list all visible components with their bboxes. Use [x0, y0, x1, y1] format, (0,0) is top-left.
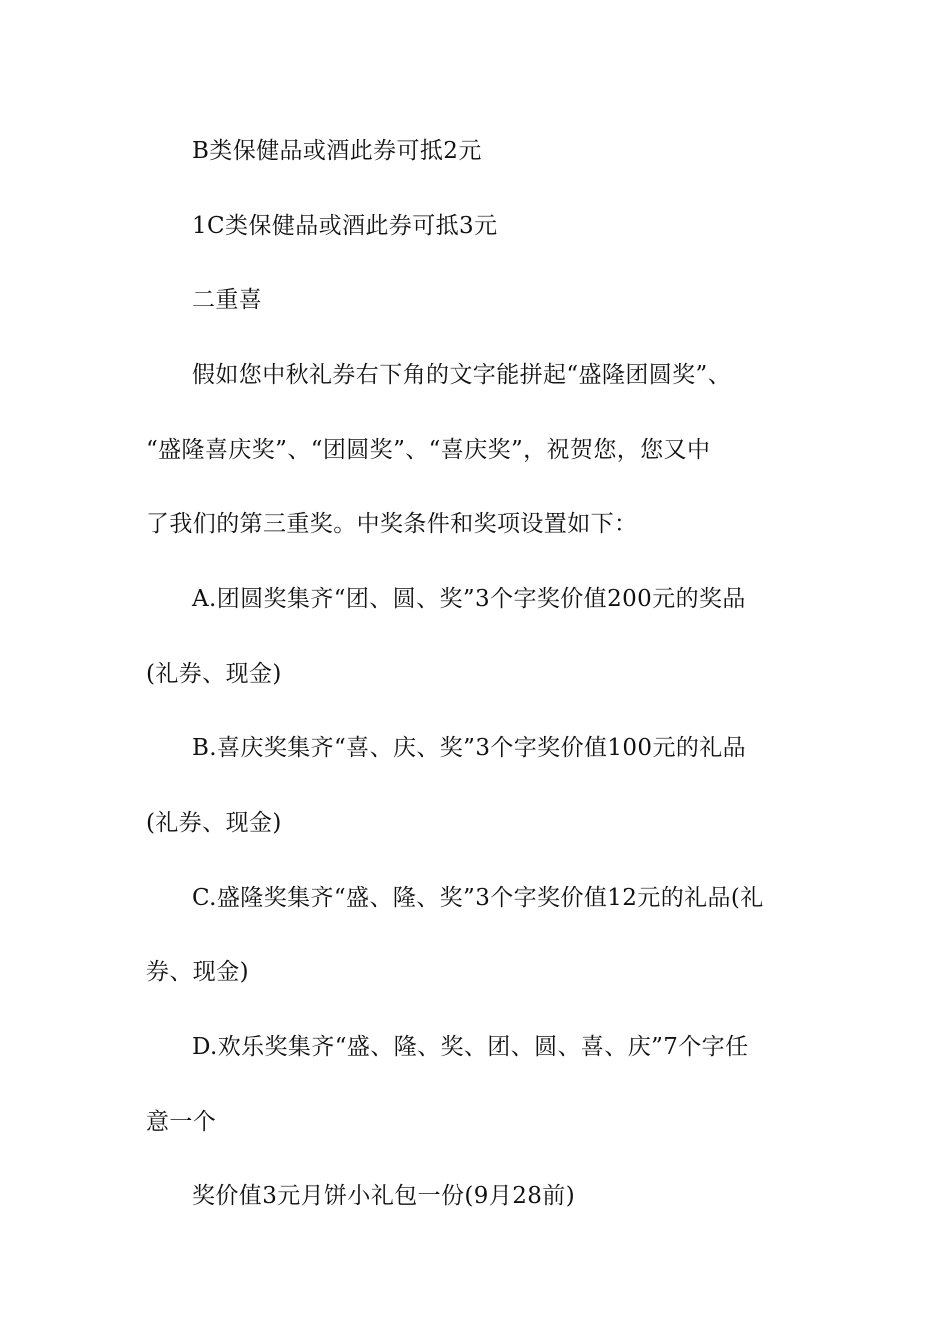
paragraph-line: 假如您中秋礼券右下角的文字能拼起“盛隆团圆奖”、	[192, 362, 732, 388]
prize-item-b: B.喜庆奖集齐“喜、庆、奖”3个字奖价值100元的礼品	[192, 735, 747, 761]
prize-item-c: C.盛隆奖集齐“盛、隆、奖”3个字奖价值12元的礼品(礼	[192, 885, 764, 911]
paragraph-line: (礼券、现金)	[146, 810, 282, 836]
paragraph-line: 了我们的第三重奖。中奖条件和奖项设置如下：	[146, 511, 638, 537]
paragraph-line: 意一个	[146, 1109, 217, 1135]
section-heading: 二重喜	[192, 287, 263, 313]
paragraph-line: 1C类保健品或酒此券可抵3元	[192, 213, 498, 239]
paragraph-line: 券、现金)	[146, 959, 249, 985]
prize-item-a: A.团圆奖集齐“团、圆、奖”3个字奖价值200元的奖品	[192, 586, 746, 612]
paragraph-line: 奖价值3元月饼小礼包一份(9月28前)	[192, 1183, 576, 1209]
paragraph-line: (礼券、现金)	[146, 661, 282, 687]
paragraph-line: “盛隆喜庆奖”、“团圆奖”、“喜庆奖”，祝贺您，您又中	[146, 437, 711, 463]
prize-item-d: D.欢乐奖集齐“盛、隆、奖、团、圆、喜、庆”7个字任	[192, 1034, 749, 1060]
paragraph-line: B类保健品或酒此券可抵2元	[192, 138, 482, 164]
